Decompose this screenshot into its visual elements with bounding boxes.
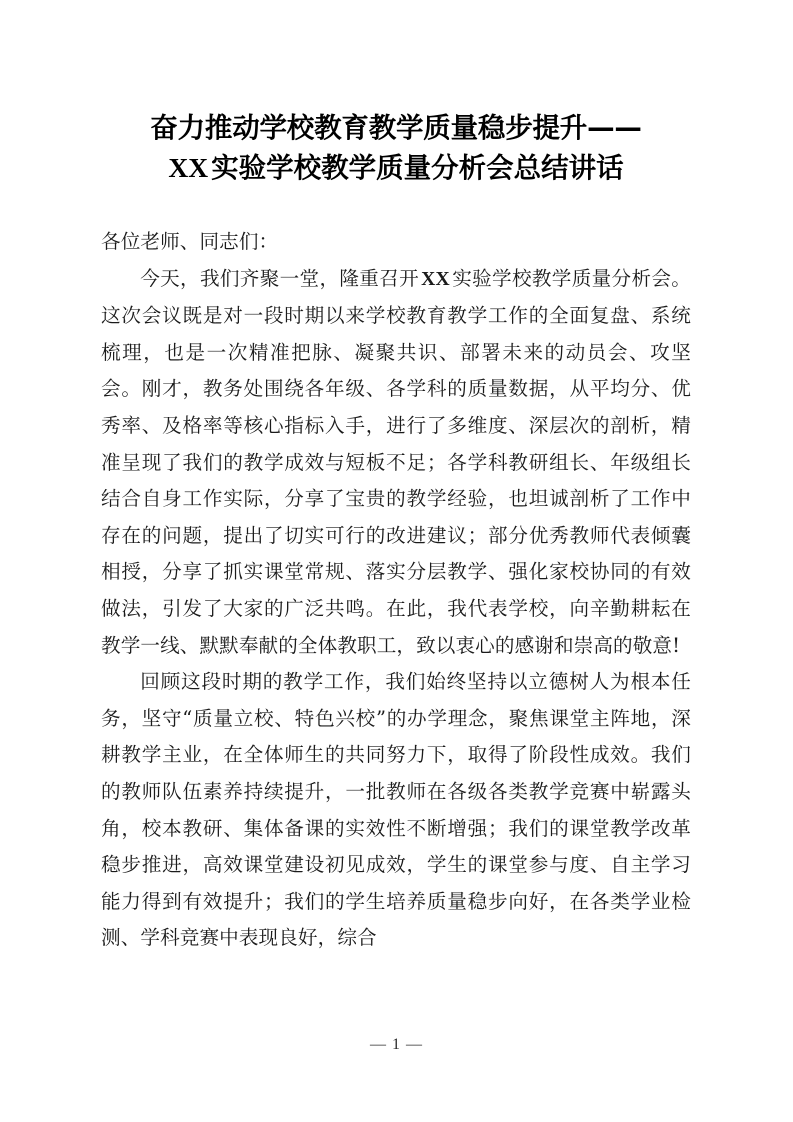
paragraph-opening-text-after-latin: 实验学校教学质量分析会。这次会议既是对一段时期以来学校教育教学工作的全面复盘、系统梳理，也是一次精准把脉、凝聚共识、部署未来的动员会、攻坚会。刚才，教务处围绕各年级、各学科的质量数据，从平均分、优秀率、及格率等核心指标入手，进行了多维度、深层次的剖析，精准呈现了我们的教学成效与短板不足；各学科教研组长、年级组长结合自身工作实际，分享了宝贵的教学经验，也坦诚剖析了工作中存在的问题，提出了切实可行的改进建议；部分优秀教师代表倾囊相授，分享了抓实课堂常规、落实分层教学、强化家校协同的有效做法，引发了大家的广泛共鸣。在此，我代表学校，向辛勤耕耘在教学一线、默默奉献的全体教职工，致以衷心的感谢和崇高的敬意! <box>101 266 691 657</box>
paragraph-review-text: 回顾这段时期的教学工作，我们始终坚持以立德树人为根本任务，坚守“质量立校、特色兴校”的办学理念，聚焦课堂主阵地，深耕教学主业，在全体师生的共同努力下，取得了阶段性成效。我们的教师队伍素养持续提升，一批教师在各级各类教学竞赛中崭露头角，校本教研、集体备课的实效性不断增强；我们的课堂教学改革稳步推进，高效课堂建设初见成效，学生的课堂参与度、自主学习能力得到有效提升；我们的学生培养质量稳步向好，在各类学业检测、学科竞赛中表现良好，综合 <box>101 670 691 950</box>
document-body <box>101 188 691 957</box>
salutation-text: 各位老师、同志们： <box>101 230 279 253</box>
paragraph-opening-latin: XX <box>421 268 450 290</box>
page-title <box>101 0 691 188</box>
page-footer <box>0 1036 793 1054</box>
page-number: — 1 — <box>370 1036 423 1053</box>
paragraph-opening <box>101 261 691 665</box>
page-title-line-2 <box>101 148 691 188</box>
document-content-column <box>101 0 691 957</box>
paragraph-opening-text-before-latin: 今天，我们齐聚一堂，隆重召开 <box>140 266 420 290</box>
page-title-line-1: 奋力推动学校教育教学质量稳步提升—— <box>150 112 642 144</box>
page-title-latin-prefix: XX <box>168 152 209 183</box>
salutation-paragraph <box>101 224 691 261</box>
page-title-line-2-text: 实验学校教学质量分析会总结讲话 <box>211 152 624 184</box>
paragraph-review <box>101 664 691 957</box>
